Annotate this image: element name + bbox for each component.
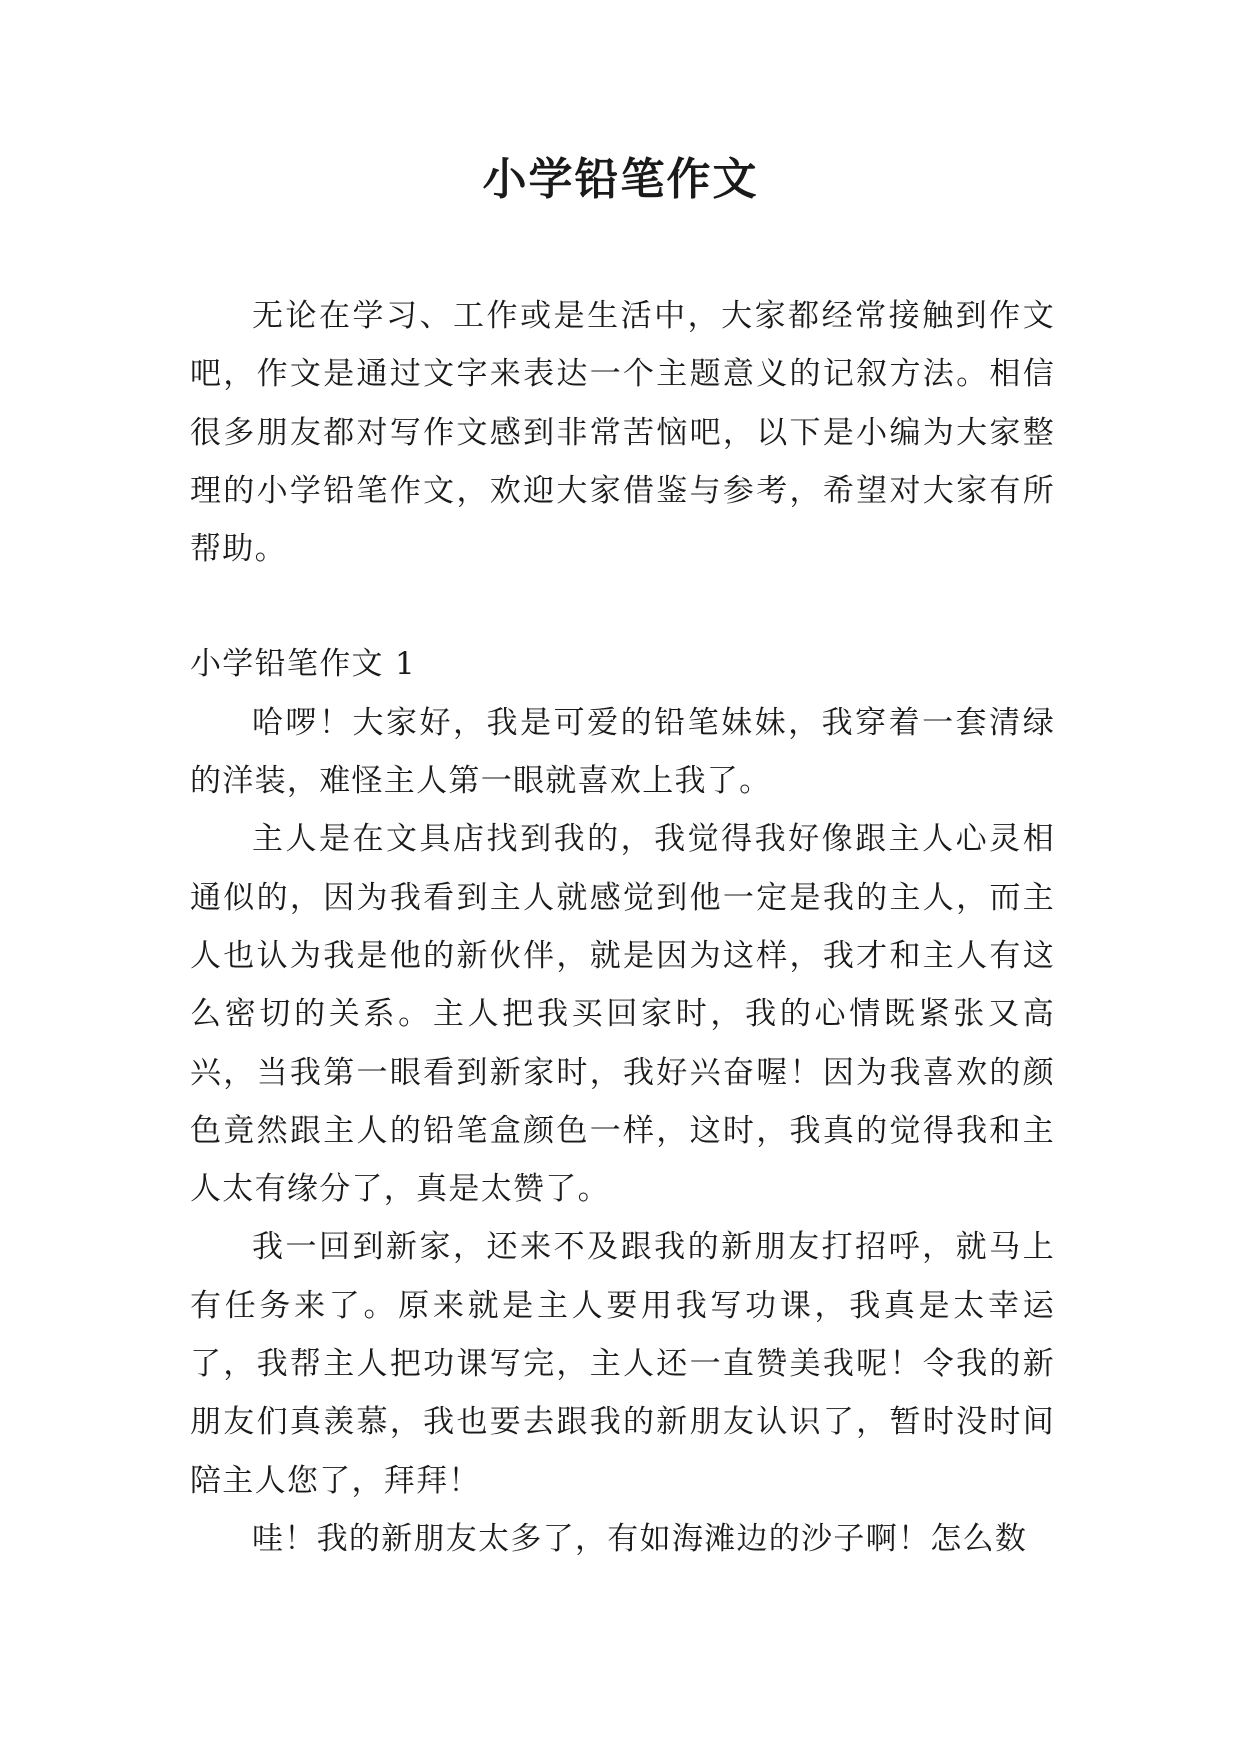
page-title: 小学铅笔作文 (482, 154, 759, 205)
intro-paragraph: 无论在学习、工作或是生活中，大家都经常接触到作文吧，作文是通过文字来表达一个主题意义的记叙方法。相信很多朋友都对写作文感到非常苦恼吧，以下是小编为大家整理的小学铅笔作文，欢迎大家借鉴与参考，希望对大家有所帮助。 (190, 298, 1055, 568)
body-paragraph: 哇！我的新朋友太多了，有如海滩边的沙子啊！怎么数 (252, 1520, 1028, 1557)
body-paragraph: 主人是在文具店找到我的，我觉得我好像跟主人心灵相通似的，因为我看到主人就感觉到他一定是我的主人，而主人也认为我是他的新伙伴，就是因为这样，我才和主人有这么密切的关系。主人把我买回家时，我的心情既紧张又高兴，当我第一眼看到新家时，我好兴奋喔！因为我喜欢的颜色竟然跟主人的铅笔盒颜色一样，这时，我真的觉得我和主人太有缘分了，真是太赞了。 (190, 821, 1055, 1208)
body-paragraph: 哈啰！大家好，我是可爱的铅笔妹妹，我穿着一套清绿的洋装，难怪主人第一眼就喜欢上我了。 (190, 704, 1055, 800)
document-body (190, 287, 1055, 1568)
body-paragraph: 我一回到新家，还来不及跟我的新朋友打招呼，就马上有任务来了。原来就是主人要用我写功课，我真是太幸运了，我帮主人把功课写完，主人还一直赞美我呢！令我的新朋友们真羡慕，我也要去跟我的新朋友认识了，暂时没时间陪主人您了，拜拜！ (190, 1229, 1055, 1499)
section-heading: 小学铅笔作文 1 (190, 646, 416, 683)
